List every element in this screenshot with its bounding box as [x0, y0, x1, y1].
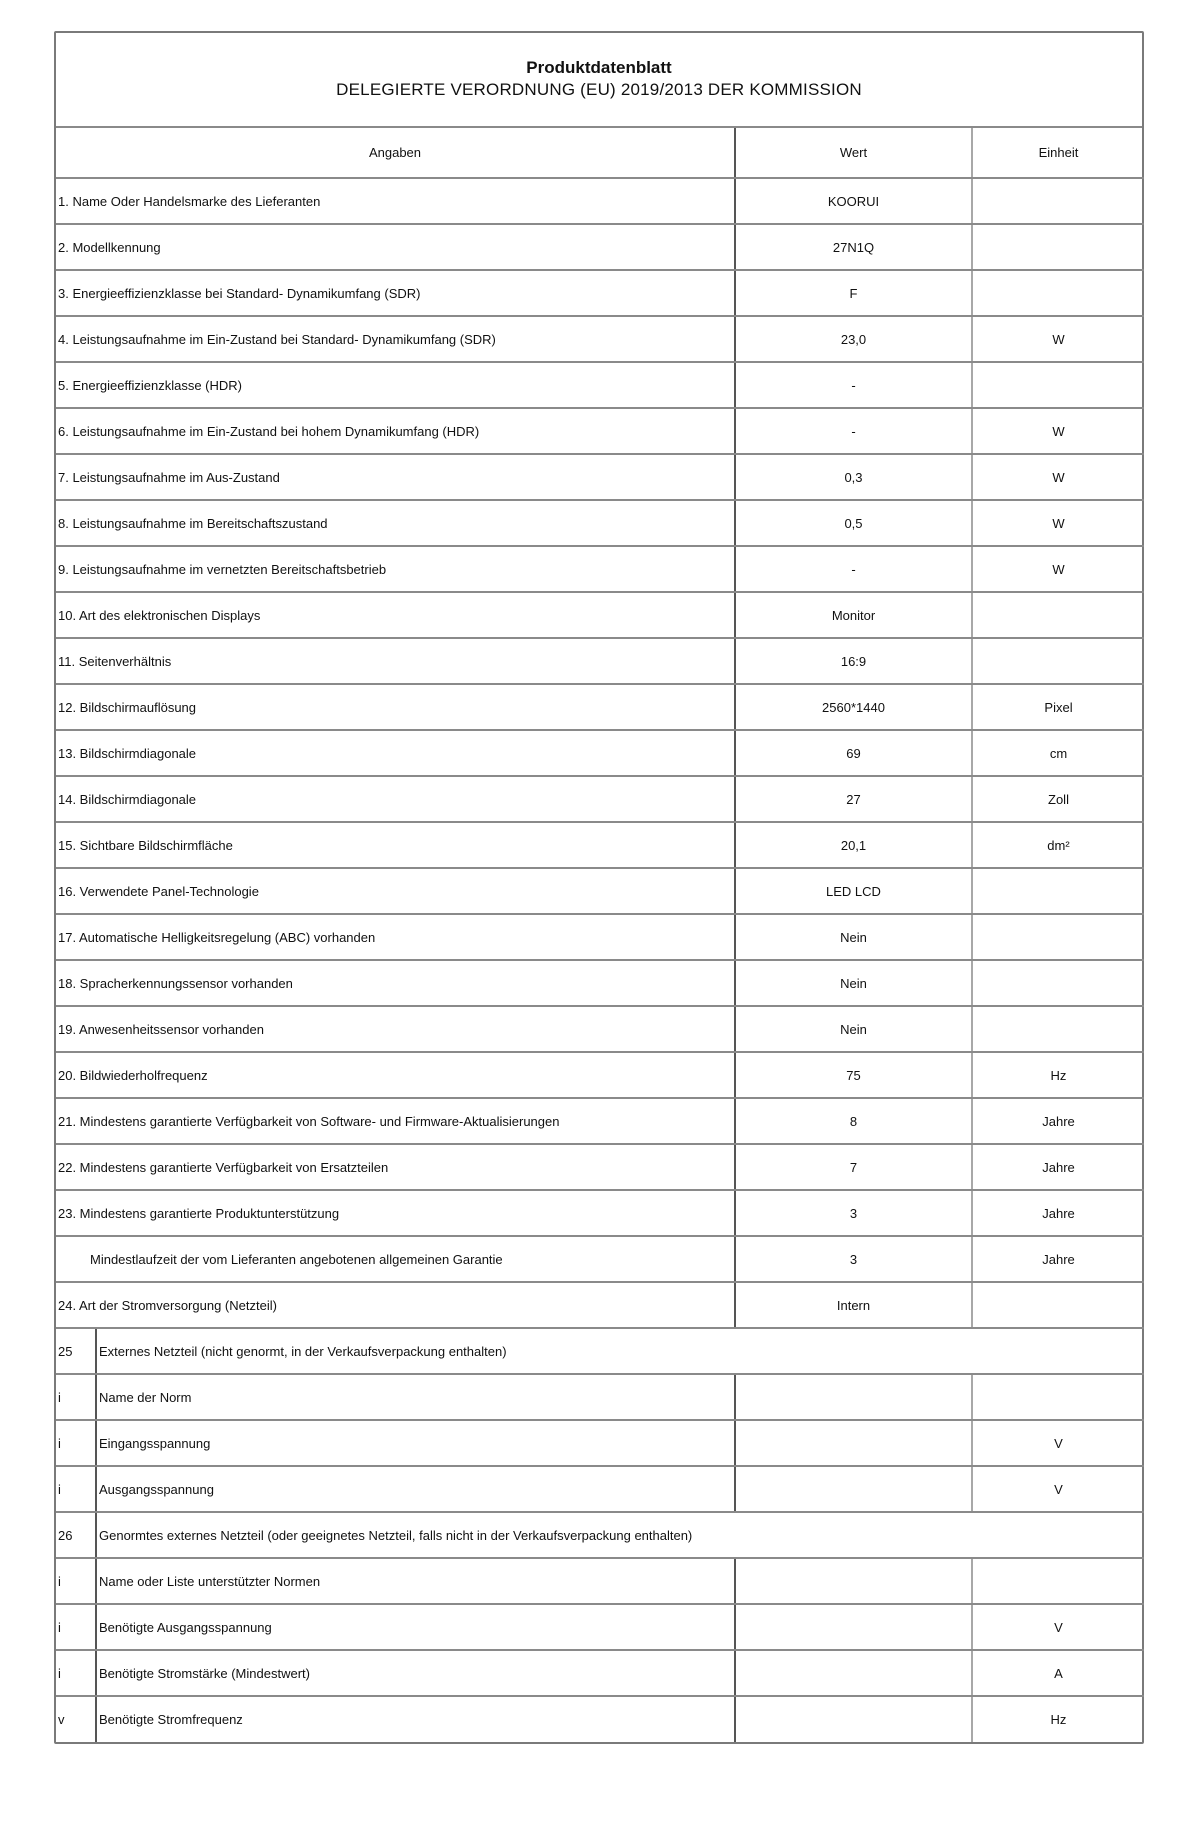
- row-unit: [972, 592, 1144, 638]
- row-label: 15. Sichtbare Bildschirmfläche: [56, 822, 735, 868]
- section-label: Genormtes externes Netzteil (oder geeignetes Netzteil, falls nicht in der Verkaufsverpackung enthalten): [99, 1527, 693, 1543]
- sub-label-cell: [56, 1374, 735, 1420]
- table-row: [56, 1466, 1144, 1512]
- table-row: [56, 1144, 1144, 1190]
- data-table: [56, 128, 1144, 1742]
- row-unit: V: [972, 1466, 1144, 1512]
- row-unit: W: [972, 500, 1144, 546]
- table-row: [56, 454, 1144, 500]
- row-label: 24. Art der Stromversorgung (Netzteil): [56, 1282, 735, 1328]
- section26-header-row: [56, 1512, 1144, 1558]
- row-label: 7. Leistungsaufnahme im Aus-Zustand: [56, 454, 735, 500]
- row-value: -: [735, 362, 972, 408]
- sub-row-number: i: [56, 1651, 97, 1695]
- row-label: 22. Mindestens garantierte Verfügbarkeit von Ersatzteilen: [56, 1144, 735, 1190]
- row-label: 4. Leistungsaufnahme im Ein-Zustand bei Standard- Dynamikumfang (SDR): [56, 316, 735, 362]
- row-unit: Zoll: [972, 776, 1144, 822]
- row-value: 0,3: [735, 454, 972, 500]
- header-value: Wert: [735, 128, 972, 178]
- row-unit: [972, 1282, 1144, 1328]
- row-value: 0,5: [735, 500, 972, 546]
- row-unit: dm²: [972, 822, 1144, 868]
- sub-label-cell: [56, 1420, 735, 1466]
- table-row: [56, 868, 1144, 914]
- row-label: Eingangsspannung: [99, 1435, 211, 1451]
- row-value: [735, 1558, 972, 1604]
- row-label: 18. Spracherkennungssensor vorhanden: [56, 960, 735, 1006]
- row-unit: [972, 224, 1144, 270]
- table-row: [56, 1190, 1144, 1236]
- header-unit: Einheit: [972, 128, 1144, 178]
- row-unit: V: [972, 1420, 1144, 1466]
- row-value: 16:9: [735, 638, 972, 684]
- sub-label-grid: [56, 1467, 734, 1511]
- sub-label-grid: [56, 1559, 734, 1603]
- sub-row-number: i: [56, 1467, 97, 1511]
- row-label: 16. Verwendete Panel-Technologie: [56, 868, 735, 914]
- row-unit: [972, 914, 1144, 960]
- table-row: [56, 1374, 1144, 1420]
- row-unit: [972, 868, 1144, 914]
- sub-label-cell: [56, 1558, 735, 1604]
- row-value: -: [735, 408, 972, 454]
- row-unit: Jahre: [972, 1098, 1144, 1144]
- row-label: 2. Modellkennung: [56, 224, 735, 270]
- row-label: 6. Leistungsaufnahme im Ein-Zustand bei hohem Dynamikumfang (HDR): [56, 408, 735, 454]
- row-value: 3: [735, 1236, 972, 1282]
- table-row: [56, 270, 1144, 316]
- row-label: Mindestlaufzeit der vom Lieferanten angebotenen allgemeinen Garantie: [56, 1236, 735, 1282]
- row-unit: W: [972, 316, 1144, 362]
- row-label: 21. Mindestens garantierte Verfügbarkeit von Software- und Firmware-Aktualisierungen: [56, 1098, 735, 1144]
- table-row: [56, 730, 1144, 776]
- row-unit: [972, 1374, 1144, 1420]
- row-unit: [972, 1558, 1144, 1604]
- row-value: 2560*1440: [735, 684, 972, 730]
- row-label: 11. Seitenverhältnis: [56, 638, 735, 684]
- sub-label-cell: [56, 1696, 735, 1742]
- row-value: Monitor: [735, 592, 972, 638]
- table-row: [56, 1052, 1144, 1098]
- row-unit: Jahre: [972, 1236, 1144, 1282]
- row-unit: Jahre: [972, 1190, 1144, 1236]
- section-label: Externes Netzteil (nicht genormt, in der Verkaufsverpackung enthalten): [99, 1343, 507, 1359]
- row-value: [735, 1650, 972, 1696]
- section26-header-cell: [56, 1512, 1144, 1558]
- row-label: 10. Art des elektronischen Displays: [56, 592, 735, 638]
- table-header-row: [56, 128, 1144, 178]
- table-row: [56, 224, 1144, 270]
- row-value: 27N1Q: [735, 224, 972, 270]
- row-unit: [972, 178, 1144, 224]
- table-row: [56, 960, 1144, 1006]
- row-label: 23. Mindestens garantierte Produktunterstützung: [56, 1190, 735, 1236]
- row-label: Name oder Liste unterstützter Normen: [99, 1573, 321, 1589]
- row-value: 23,0: [735, 316, 972, 362]
- title-block: [56, 33, 1142, 128]
- section25-header-grid: [56, 1329, 1144, 1373]
- row-value: 8: [735, 1098, 972, 1144]
- row-value: 7: [735, 1144, 972, 1190]
- row-label: 1. Name Oder Handelsmarke des Lieferanten: [56, 178, 735, 224]
- table-row: [56, 592, 1144, 638]
- row-label: 13. Bildschirmdiagonale: [56, 730, 735, 776]
- row-unit: Hz: [972, 1696, 1144, 1742]
- row-unit: V: [972, 1604, 1144, 1650]
- table-row: [56, 1558, 1144, 1604]
- row-value: [735, 1696, 972, 1742]
- table-row: [56, 914, 1144, 960]
- row-value: Nein: [735, 914, 972, 960]
- sub-label-cell: [56, 1466, 735, 1512]
- row-label: 5. Energieeffizienzklasse (HDR): [56, 362, 735, 408]
- product-data-sheet: [54, 31, 1144, 1744]
- row-label: 19. Anwesenheitssensor vorhanden: [56, 1006, 735, 1052]
- row-label: 3. Energieeffizienzklasse bei Standard- Dynamikumfang (SDR): [56, 270, 735, 316]
- table-row: [56, 684, 1144, 730]
- row-unit: Jahre: [972, 1144, 1144, 1190]
- row-unit: Pixel: [972, 684, 1144, 730]
- row-value: Intern: [735, 1282, 972, 1328]
- row-label: 14. Bildschirmdiagonale: [56, 776, 735, 822]
- row-value: KOORUI: [735, 178, 972, 224]
- table-row: [56, 1420, 1144, 1466]
- row-value: [735, 1604, 972, 1650]
- row-label: 12. Bildschirmauflösung: [56, 684, 735, 730]
- table-row: [56, 822, 1144, 868]
- section26-header-grid: [56, 1513, 1144, 1557]
- table-row: [56, 1604, 1144, 1650]
- row-value: [735, 1420, 972, 1466]
- row-value: 69: [735, 730, 972, 776]
- row-unit: W: [972, 454, 1144, 500]
- row-unit: [972, 638, 1144, 684]
- document-subtitle: DELEGIERTE VERORDNUNG (EU) 2019/2013 DER KOMMISSION: [336, 80, 862, 99]
- row-value: [735, 1374, 972, 1420]
- document-title: Produktdatenblatt: [526, 58, 672, 77]
- row-value: F: [735, 270, 972, 316]
- row-label: Name der Norm: [99, 1389, 192, 1405]
- row-label: Benötigte Ausgangsspannung: [99, 1619, 272, 1635]
- row-unit: W: [972, 546, 1144, 592]
- table-row: [56, 1098, 1144, 1144]
- sub-label-cell: [56, 1650, 735, 1696]
- row-value: LED LCD: [735, 868, 972, 914]
- row-label: 9. Leistungsaufnahme im vernetzten Bereitschaftsbetrieb: [56, 546, 735, 592]
- row-unit: cm: [972, 730, 1144, 776]
- section-number: 26: [56, 1513, 97, 1557]
- table-row: [56, 776, 1144, 822]
- sub-label-grid: [56, 1421, 734, 1465]
- table-row: [56, 500, 1144, 546]
- sub-label-cell: [56, 1604, 735, 1650]
- sub-row-number: i: [56, 1421, 97, 1465]
- table-row: [56, 1282, 1144, 1328]
- row-label: 20. Bildwiederholfrequenz: [56, 1052, 735, 1098]
- sub-label-grid: [56, 1375, 734, 1419]
- row-value: Nein: [735, 960, 972, 1006]
- table-row: [56, 638, 1144, 684]
- sub-row-number: v: [56, 1697, 97, 1742]
- sub-row-number: i: [56, 1375, 97, 1419]
- table-row: [56, 546, 1144, 592]
- row-value: Nein: [735, 1006, 972, 1052]
- row-value: 75: [735, 1052, 972, 1098]
- header-label: Angaben: [56, 128, 735, 178]
- table-row: [56, 408, 1144, 454]
- row-label: 17. Automatische Helligkeitsregelung (ABC) vorhanden: [56, 914, 735, 960]
- row-unit: [972, 1006, 1144, 1052]
- row-label: 8. Leistungsaufnahme im Bereitschaftszustand: [56, 500, 735, 546]
- row-unit: Hz: [972, 1052, 1144, 1098]
- sub-row-number: i: [56, 1559, 97, 1603]
- sub-label-grid: [56, 1605, 734, 1649]
- sub-row-number: i: [56, 1605, 97, 1649]
- row-value: 20,1: [735, 822, 972, 868]
- sub-label-grid: [56, 1651, 734, 1695]
- section-number: 25: [56, 1329, 97, 1373]
- row-unit: [972, 960, 1144, 1006]
- row-value: -: [735, 546, 972, 592]
- table-row: [56, 362, 1144, 408]
- row-unit: [972, 362, 1144, 408]
- table-row: [56, 316, 1144, 362]
- table-row: [56, 1006, 1144, 1052]
- section25-header-cell: [56, 1328, 1144, 1374]
- row-label: Benötigte Stromfrequenz: [99, 1712, 243, 1727]
- section25-header-row: [56, 1328, 1144, 1374]
- table-row: [56, 178, 1144, 224]
- row-label: Benötigte Stromstärke (Mindestwert): [99, 1665, 310, 1681]
- table-row: [56, 1236, 1144, 1282]
- row-value: [735, 1466, 972, 1512]
- sub-label-grid: [56, 1697, 734, 1742]
- row-label: Ausgangsspannung: [99, 1481, 214, 1497]
- row-unit: W: [972, 408, 1144, 454]
- row-unit: A: [972, 1650, 1144, 1696]
- row-value: 27: [735, 776, 972, 822]
- table-row: [56, 1650, 1144, 1696]
- table-row: [56, 1696, 1144, 1742]
- row-value: 3: [735, 1190, 972, 1236]
- row-unit: [972, 270, 1144, 316]
